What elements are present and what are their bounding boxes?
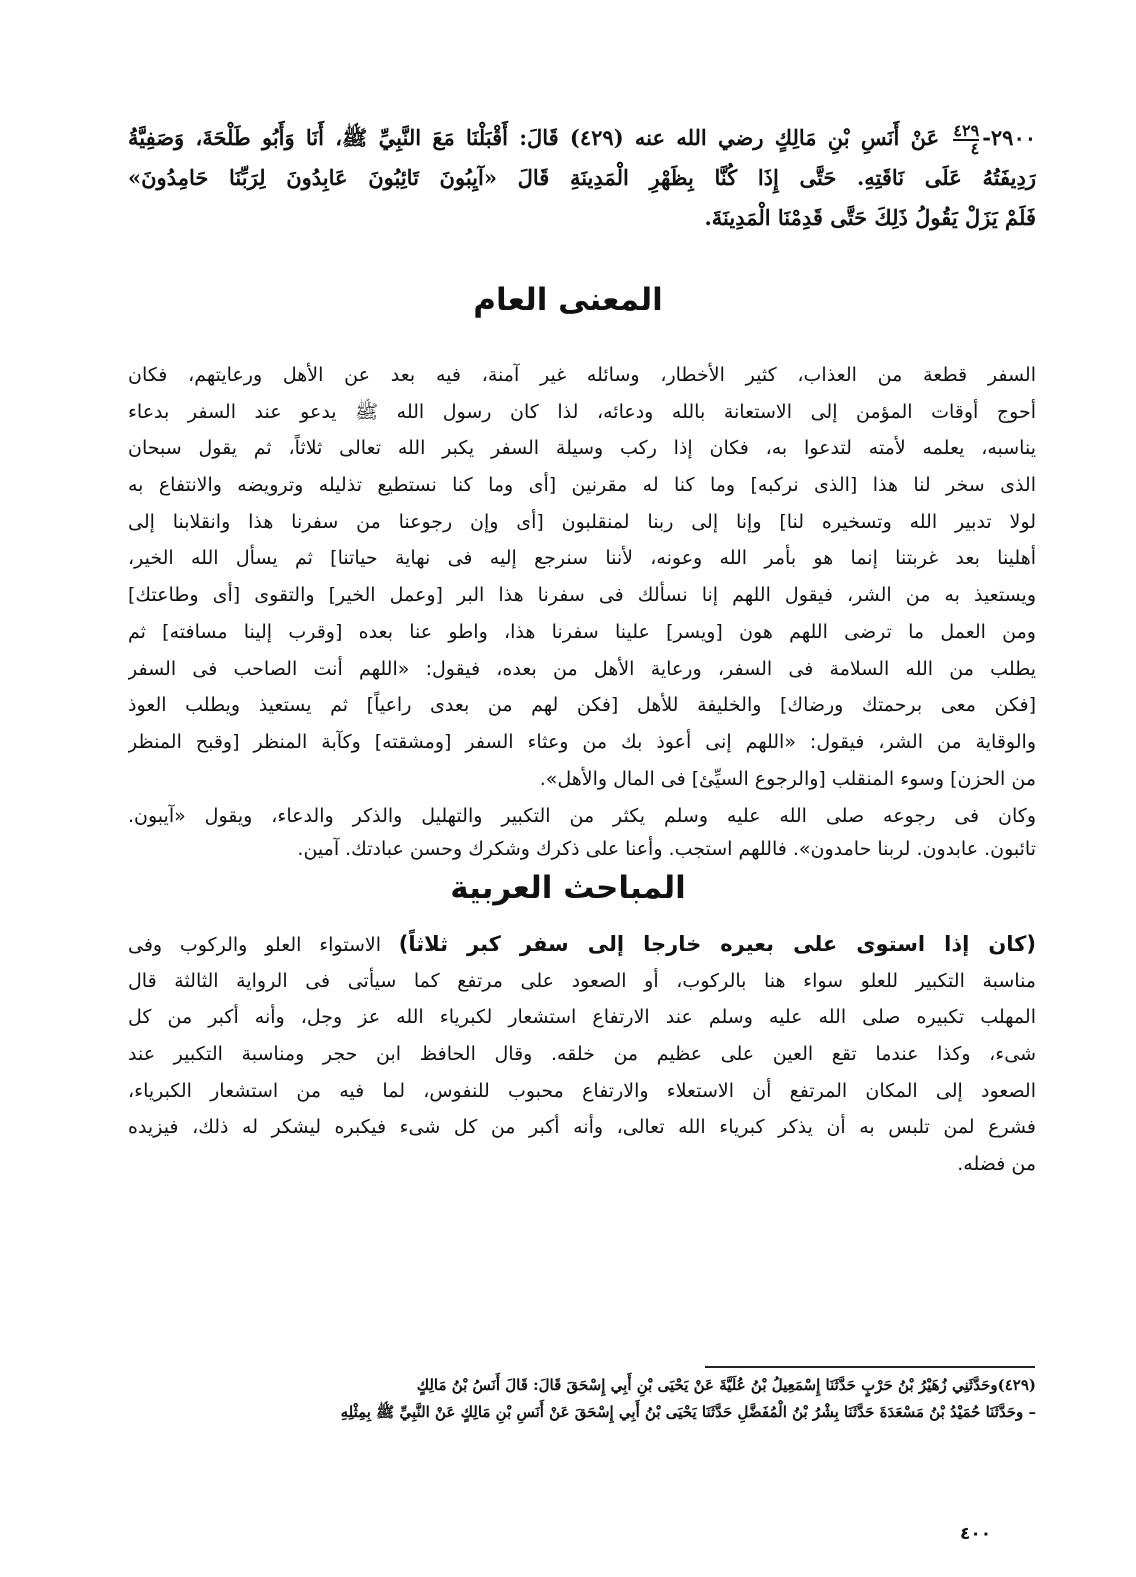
paragraph-line: من فضله. [957,1153,1036,1176]
paragraph-line: يناسبه، يعلمه لأمته لتدعوا به، فكان إذا ركب وسيلة السفر يكبر الله تعالى ثلاثاً، ثم يقول سبحان [128,437,1036,460]
paragraph-line: فشرع لمن تلبس به أن يذكر كبرياء الله تعالى، وأنه أكبر من كل شىء فيكبره ليشكر له ذلك، فيزيده [128,1116,1036,1139]
hadith-text [128,118,1036,238]
phrase-heading: (كان إذا استوى على بعيره خارجا إلى سفر كبر ثلاثاً) [398,932,1036,956]
paragraph-line: تائبون. عابدون. لربنا حامدون». فاللهم استجب. وأعنا على ذكرك وشكرك وحسن عبادتك. آمين. [297,838,1036,860]
paragraph-line: المهلب تكبيره صلى الله عليه وسلم عند الارتفاع استشعار لكبرياء الله عز وجل، وأنه أكبر من كل [128,1006,1036,1029]
paragraph-line: أحوج أوقات المؤمن إلى الاستعانة بالله ودعائه، لذا كان رسول الله ﷺ يدعو عند السفر بدعاء [128,400,1036,423]
footnote-separator [705,1366,1035,1368]
paragraph-line: [فكن معى برحمتك ورضاك] والخليفة للأهل [فكن لهم من بعدى راعياً] ثم يستعيذ ويطلب العوذ [128,694,1036,717]
hadith-reference [953,120,980,158]
paragraph-linguistic [128,926,1036,1183]
page-number: ٤٠٠ [960,1524,992,1544]
section-heading-general-meaning: المعنى العام [473,282,663,318]
footnote [128,1372,1036,1426]
paragraph-line: الصعود إلى المكان المرتفع أن الاستعلاء والارتفاع محبوب للنفوس، لما فيه من استشعار الكبرياء، [128,1079,1036,1102]
paragraph-line: ومن العمل ما ترضى اللهم هون [ويسر] علينا سفرنا هذا، واطو عنا بعده [وقرب إلينا مسافته] ثم [128,620,1036,643]
paragraph-line: والوقاية من الشر، فيقول: «اللهم إنى أعوذ بك من وعثاء السفر [ومشقته] وكآبة المنظر [وقبح المنظر [128,730,1036,753]
paragraph-line: وكان فى رجوعه صلى الله عليه وسلم يكثر من التكبير والتهليل والذكر والدعاء، ويقول «آيبون. [128,805,1036,827]
paragraph-line: ويستعيذ به من الشر، فيقول اللهم إنا نسألك فى سفرنا هذا البر [وعمل الخير] والتقوى [أى وطاعتك] [128,584,1036,607]
paragraph-line: أهلينا بعد غربتنا إنما هو بأمر الله وعونه، لأننا سنرجع إليه فى نهاية حياتنا] ثم يسأل الله الخير، [128,547,1036,570]
paragraph-line: السفر قطعة من العذاب، كثير الأخطار، وسائله غير آمنة، فيه بعد عن الأهل ورعايتهم، فكان [128,364,1036,386]
hadith-line [128,118,1036,158]
hadith-line: رَدِيفَتُهُ عَلَى نَاقَتِهِ. حَتَّى إِذَا كُنَّا بِظَهْرِ الْمَدِينَةِ قَالَ «آيِبُونَ تَائِبُونَ عَابِدُونَ لِرَبِّنَا حَامِدُونَ» [128,165,1036,190]
paragraph-line: يطلب من الله السلامة فى السفر، ورعاية الأهل من بعده، فيقول: «اللهم أنت الصاحب فى السفر [128,657,1036,680]
paragraph-line: لولا تدبير الله وتسخيره لنا] وإنا إلى ربنا لمنقلبون [أى وإن رجوعنا من سفرنا هذا وانقلابنا إلى [128,510,1036,533]
hadith-line-text: عَنْ أَنَسِ بْنِ مَالِكٍ رضي الله عنه (٤٢٩) قَالَ: أَقْبَلْنَا مَعَ النَّبِيِّ ﷺ، أَنَا وَأَبُو طَلْحَةَ، وَصَفِيَّةُ [128,125,940,150]
paragraph-line: الذى سخر لنا هذا [الذى نركبه] وما كنا له مقرنين [أى وما كنا نستطيع تذليله وترويضه والانتفاع به [128,474,1036,497]
footnote-line: (٤٢٩)وحَدَّثَنِي زُهَيْرُ بْنُ حَرْبٍ حَدَّثَنَا إِسْمَعِيلُ بْنُ عُلَيَّةَ عَنْ يَحْيَى بْنِ أَبِي إِسْحَقَ قَالَ: قَالَ أَنَسُ بْنُ مَالِكٍ [416,1376,1036,1394]
paragraph-return-supplication [128,800,1036,866]
hadith-number: ٢٩٠٠- [982,125,1036,150]
footnote-line: – وحَدَّثَنَا حُمَيْدُ بْنُ مَسْعَدَةَ حَدَّثَنَا بِشْرُ بْنُ الْمُفَضَّلِ حَدَّثَنَا يَحْيَى بْنُ أَبِي إِسْحَقَ عَنْ أَنَسِ بْنِ مَالِكٍ عَنْ النَّبِيِّ ﷺ بِمِثْلِهِ [340,1403,1036,1421]
section-heading-linguistic: المباحث العربية [450,870,686,906]
paragraph-line: شىء، وكذا عندما تقع العين على عظيم من خلقه. وقال الحافظ ابن حجر ومناسبة التكبير عند [128,1043,1036,1066]
hadith-line: فَلَمْ يَزَلْ يَقُولُ ذَلِكَ حَتَّى قَدِمْنَا الْمَدِينَةَ. [704,205,1036,230]
paragraph-line [128,926,1036,963]
paragraph-general-meaning [128,357,1036,797]
paragraph-line: من الحزن] وسوء المنقلب [والرجوع السيِّئ] فى المال والأهل». [539,767,1036,790]
paragraph-line: مناسبة التكبير للعلو سواء هنا بالركوب، أو الصعود على مرتفع كما سيأتى فى الرواية الثالثة قال [128,969,1036,992]
reference-top: ٤٢٩ [953,120,980,140]
paragraph-lines [128,963,1036,1183]
reference-bottom: ٤ [970,138,980,158]
paragraph-line-text: الاستواء العلو والركوب وفى [128,934,381,956]
